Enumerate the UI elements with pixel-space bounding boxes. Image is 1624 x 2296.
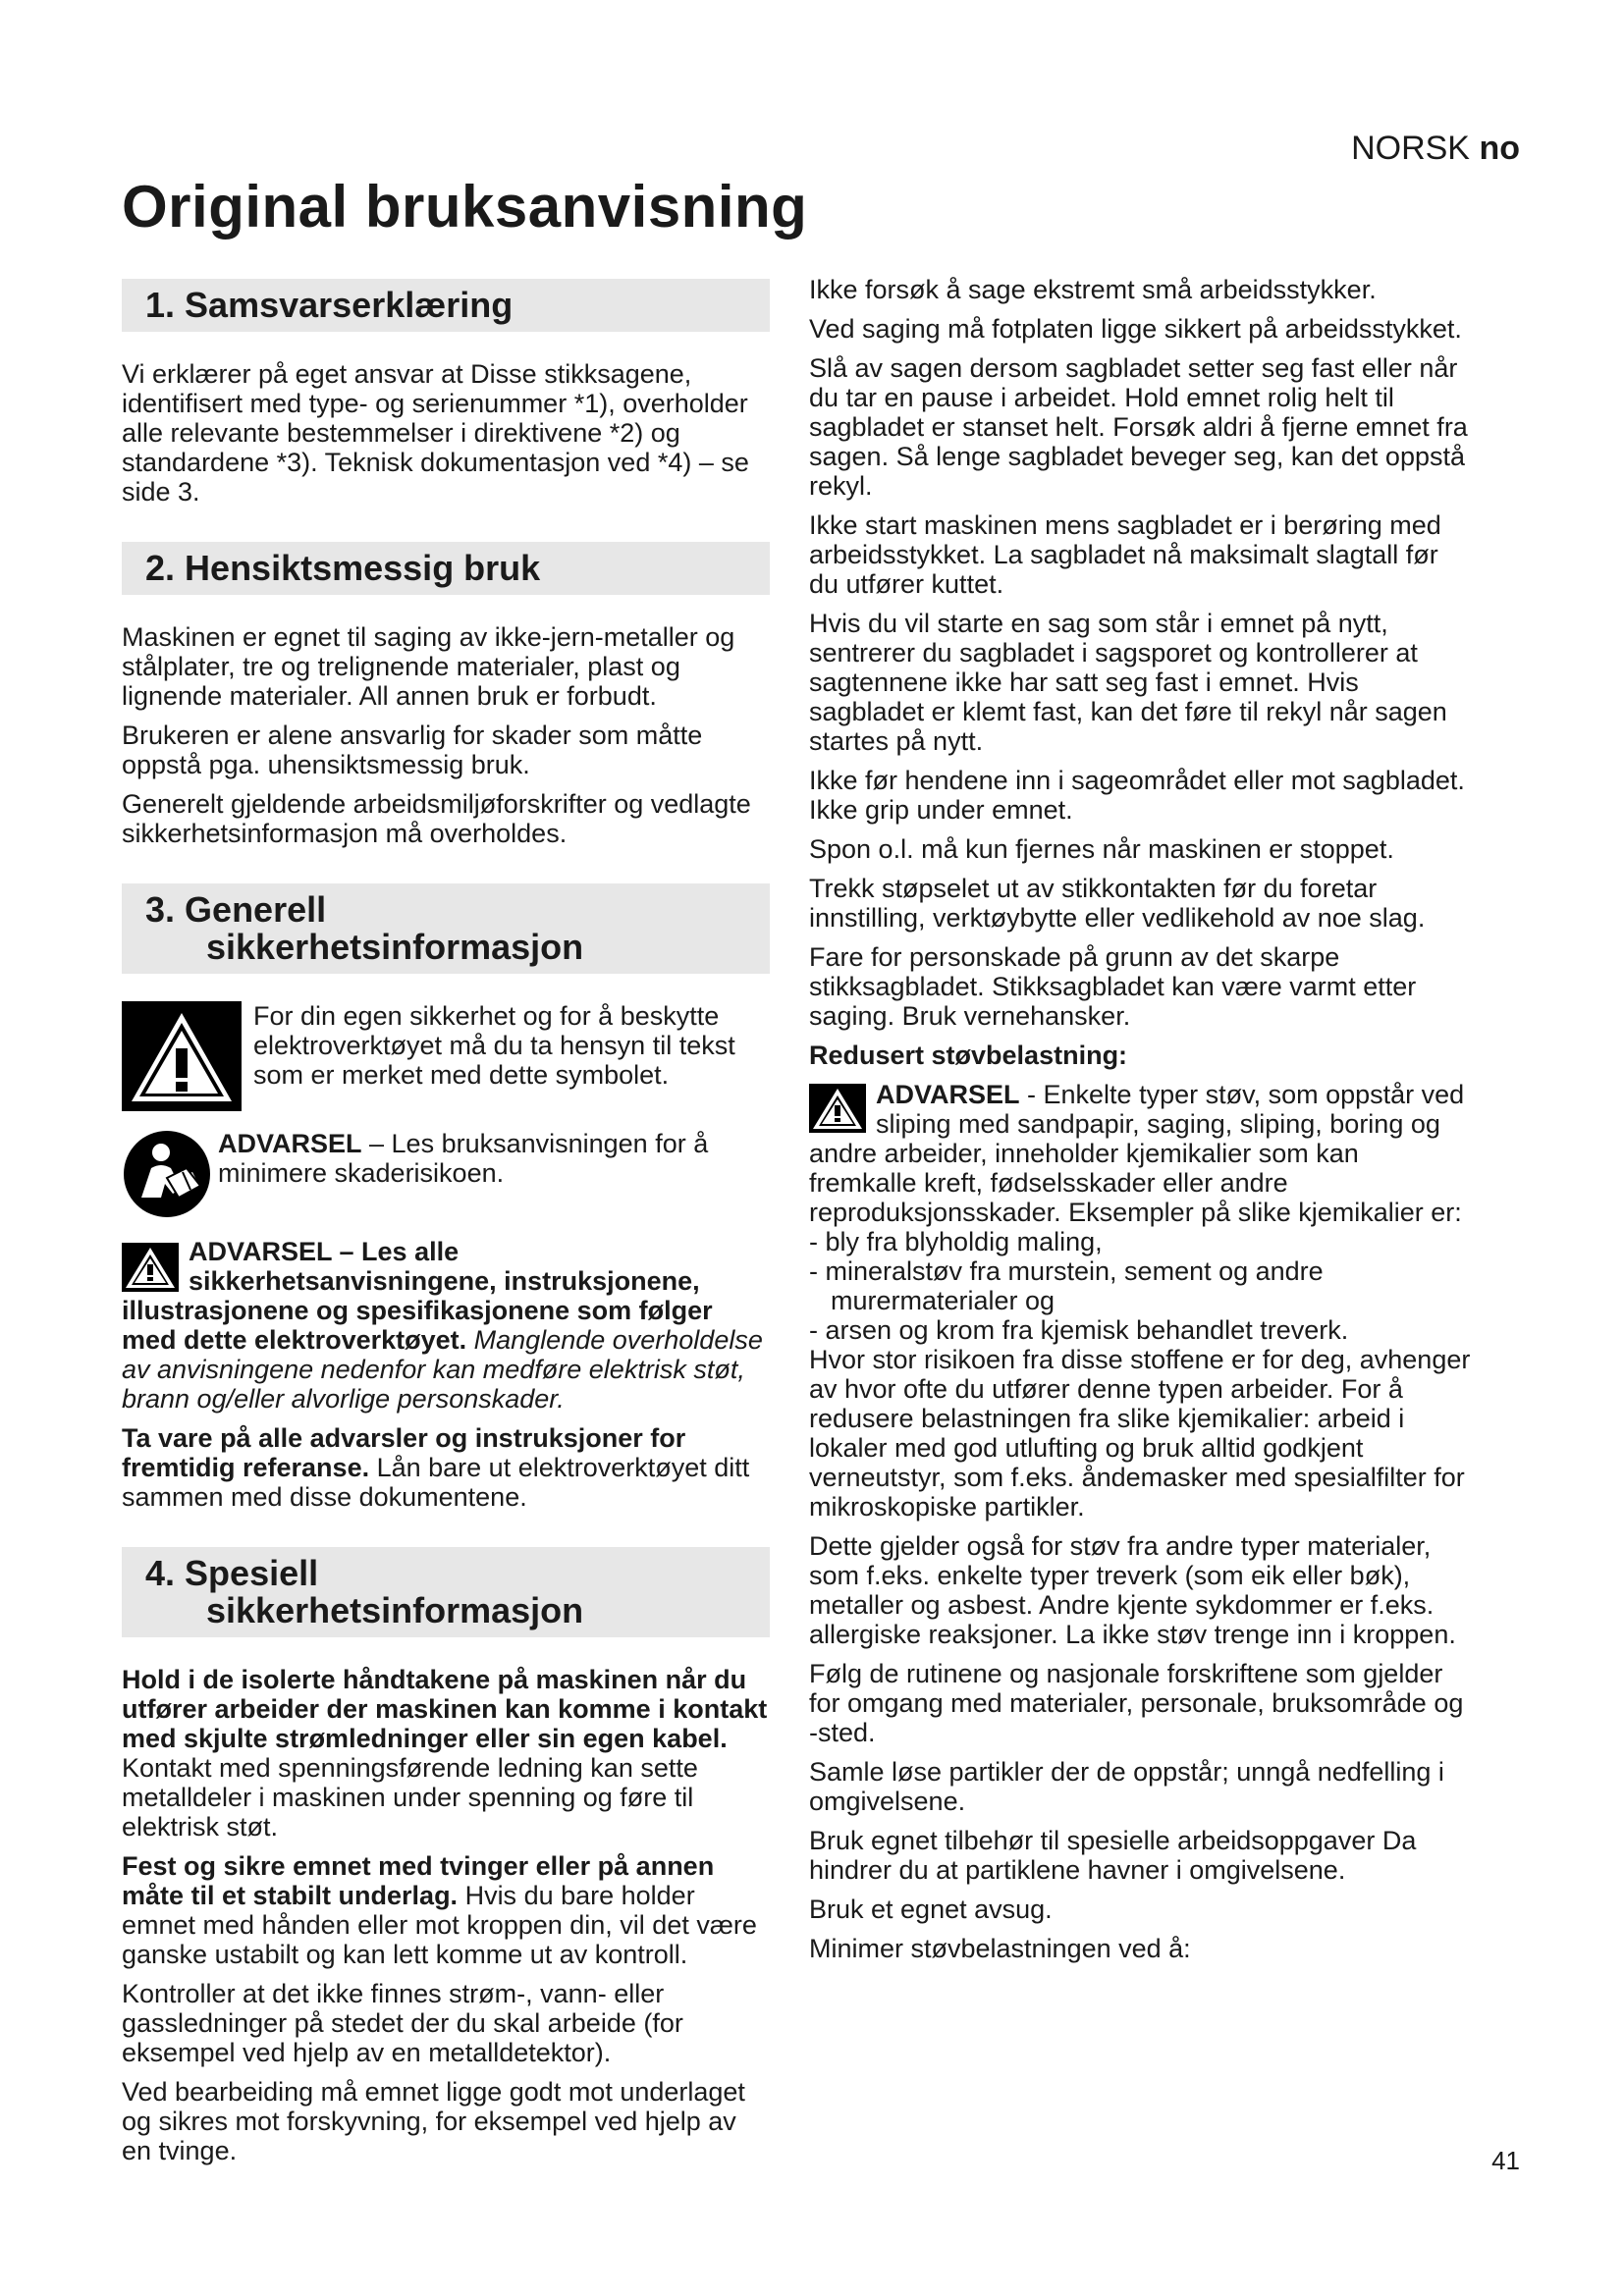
section-4-paragraph-3: Kontroller at det ikke finnes strøm-, vann- eller gassledninger på stedet der du skal arbeide (for eksempel ved hjelp av en metalldetektor).	[122, 1979, 683, 2067]
dust-heading: Redusert støvbelastning:	[809, 1041, 1128, 1070]
section-2-title: Hensiktsmessig bruk	[185, 548, 541, 588]
read-manual-icon	[122, 1129, 212, 1219]
keep-instructions-paragraph	[122, 1423, 770, 1512]
left-column	[122, 279, 770, 2175]
right-paragraph-3: Slå av sagen dersom sagbladet setter seg fast eller når du tar en pause i arbeidet. Hold emnet rolig helt til sagbladet er stanset helt. Forsøk aldri å fjerne emnet fra sagen. Så lenge sagbladet beveger seg, kan det oppstå rekyl.	[809, 353, 1468, 501]
section-4-paragraph-2-text: Hvis du bare holder emnet med hånden eller mot kroppen din, vil det være ganske ustabilt og kan lett komme ut av kontroll.	[122, 1881, 757, 1969]
section-4-paragraph-1	[122, 1665, 770, 1842]
right-paragraph-5: Hvis du vil starte en sag som står i emnet på nytt, sentrerer du sagbladet i sagsporet og kontrollerer at sagtennene ikke har satt seg fast i emnet. Hvis sagbladet er klemt fast, kan det føre til rekyl når sagen startes på nytt.	[809, 609, 1447, 756]
right-paragraph-11: Følg de rutinene og nasjonale forskriftene som gjelder for omgang med materialer, personale, bruksområde og -sted.	[809, 1659, 1464, 1747]
section-3-title-line-1: Generell	[185, 889, 327, 930]
read-manual-block	[122, 1129, 770, 1219]
section-4-paragraph-4: Ved bearbeiding må emnet ligge godt mot underlaget og sikres mot forskyvning, for eksempel ved hjelp av en tvinge.	[122, 2077, 745, 2165]
dust-warning-label: ADVARSEL	[876, 1080, 1020, 1109]
section-2-number: 2.	[145, 548, 176, 588]
right-paragraph-6: Ikke før hendene inn i sageområdet eller mot sagbladet. Ikke grip under emnet.	[809, 766, 1465, 825]
list-item: - mineralstøv fra murstein, sement og andre	[809, 1256, 1324, 1286]
section-2-paragraph-1: Maskinen er egnet til saging av ikke-jern-metaller og stålplater, tre og trelignende materialer, plast og lignende materialer. All annen bruk er forbudt.	[122, 622, 735, 711]
section-2-paragraph-3: Generelt gjeldende arbeidsmiljøforskrifter og vedlagte sikkerhetsinformasjon må overholdes.	[122, 789, 751, 848]
list-item: murermaterialer og	[831, 1286, 1056, 1315]
page-number: 41	[1491, 2146, 1520, 2175]
right-paragraph-12: Samle løse partikler der de oppstår; unngå nedfelling i omgivelsene.	[809, 1757, 1444, 1816]
read-manual-text	[218, 1129, 770, 1188]
general-warning-paragraph	[122, 1237, 770, 1414]
safety-symbol-text: For din egen sikkerhet og for å beskytte elektroverktøyet må du ta hensyn til tekst som er merket med dette symbolet.	[253, 1001, 735, 1090]
dust-warning-text: - Enkelte typer støv, som oppstår ved sliping med sandpapir, saging, sliping, boring og andre arbeider, inneholder kjemikalier som kan fremkalle kreft, fødselsskader eller andre reproduksjonsskader. Eksempler på slike kjemikalier er:	[809, 1080, 1465, 1227]
general-warning-bold: ADVARSEL – Les alle sikkerhetsanvisningene, instruksjonene, illustrasjonene og spesifikasjonene som følger med dette elektroverktøyet.	[122, 1237, 713, 1355]
section-1-text: Vi erklærer på eget ansvar at Disse stikksagene, identifisert med type- og serienummer *1), overholder alle relevante bestemmelser i direktivene *2) og standardene *3). Teknisk dokumentasjon ved *4) – se side 3.	[122, 359, 749, 507]
section-3-number: 3.	[145, 889, 176, 930]
section-4-heading	[122, 1547, 770, 1637]
right-paragraph-9: Fare for personskade på grunn av det skarpe stikksagbladet. Stikksagbladet kan være varmt etter saging. Bruk vernehansker.	[809, 942, 1417, 1031]
list-item: - bly fra blyholdig maling,	[809, 1227, 1103, 1256]
chemical-list	[809, 1227, 1473, 1345]
language-label	[1351, 130, 1520, 168]
list-item: - arsen og krom fra kjemisk behandlet treverk.	[809, 1315, 1349, 1345]
section-4-title-line-1: Spesiell	[185, 1553, 319, 1593]
section-1-title: Samsvarserklæring	[185, 285, 514, 325]
dust-warning-triangle-icon	[809, 1084, 866, 1133]
right-paragraph-13: Bruk egnet tilbehør til spesielle arbeidsoppgaver Da hindrer du at partiklene havner i omgivelsene.	[809, 1826, 1417, 1885]
section-2-paragraph-2: Brukeren er alene ansvarlig for skader som måtte oppstå pga. uhensiktsmessig bruk.	[122, 721, 703, 779]
page-title: Original bruksanvisning	[122, 174, 808, 240]
section-4-title-line-2: sikkerhetsinformasjon	[206, 1590, 584, 1630]
section-3-heading	[122, 883, 770, 974]
section-1-heading	[122, 279, 770, 332]
section-3-title-line-2: sikkerhetsinformasjon	[206, 927, 584, 967]
right-paragraph-15: Minimer støvbelastningen ved å:	[809, 1934, 1191, 1963]
right-paragraph-14: Bruk et egnet avsug.	[809, 1895, 1053, 1924]
dust-warning-block	[809, 1080, 1473, 1522]
right-paragraph-1: Ikke forsøk å sage ekstremt små arbeidsstykker.	[809, 275, 1377, 304]
dust-risk-paragraph: Hvor stor risikoen fra disse stoffene er for deg, avhenger av hvor ofte du utfører denne typen arbeider. For å redusere belastningen fra slike kjemikalier: arbeid i lokaler med god utlufting og bruk alltid godkjent verneutstyr, som f.eks. åndemasker med spesialfilter for mikroskopiske partikler.	[809, 1345, 1471, 1522]
section-4-paragraph-2	[122, 1851, 770, 1969]
section-4-paragraph-1-bold: Hold i de isolerte håndtakene på maskinen når du utfører arbeider der maskinen kan komme i kontakt med skjulte strømledninger eller sin egen kabel.	[122, 1665, 768, 1753]
safety-symbol-block	[122, 1001, 770, 1111]
small-warning-triangle-icon	[122, 1243, 179, 1292]
right-paragraph-7: Spon o.l. må kun fjernes når maskinen er stoppet.	[809, 834, 1394, 864]
general-warning-italic: Manglende overholdelse av anvisningene nedenfor kan medføre elektrisk støt, brann og/eller alvorlige personskader.	[122, 1325, 763, 1414]
right-column	[809, 275, 1473, 1973]
section-4-paragraph-2-bold: Fest og sikre emnet med tvinger eller på annen måte til et stabilt underlag.	[122, 1851, 715, 1910]
right-paragraph-8: Trekk støpselet ut av stikkontakten før du foretar innstilling, verktøybytte eller vedlikehold av noe slag.	[809, 874, 1426, 933]
keep-instructions-text: Lån bare ut elektroverktøyet ditt sammen med disse dokumentene.	[122, 1453, 750, 1512]
right-paragraph-2: Ved saging må fotplaten ligge sikkert på arbeidsstykket.	[809, 314, 1462, 344]
keep-instructions-bold: Ta vare på alle advarsler og instruksjoner for fremtidig referanse.	[122, 1423, 686, 1482]
section-4-paragraph-1-text: Kontakt med spenningsførende ledning kan sette metalldeler i maskinen under spenning og føre til elektrisk støt.	[122, 1753, 698, 1842]
language-code: no	[1479, 130, 1520, 167]
read-manual-warning-label: ADVARSEL	[218, 1129, 362, 1158]
warning-triangle-icon	[122, 1001, 242, 1111]
read-manual-warning-text: – Les bruksanvisningen for å minimere skaderisikoen.	[218, 1129, 709, 1188]
right-paragraph-10: Dette gjelder også for støv fra andre typer materialer, som f.eks. enkelte typer treverk (som eik eller bøk), metaller og asbest. Andre kjente sykdommer er f.eks. allergiske reaksjoner. La ikke støv trenge inn i kroppen.	[809, 1531, 1456, 1649]
section-2-heading	[122, 542, 770, 595]
right-paragraph-4: Ikke start maskinen mens sagbladet er i berøring med arbeidsstykket. La sagbladet nå maksimalt slagtall før du utfører kuttet.	[809, 510, 1441, 599]
section-1-number: 1.	[145, 285, 176, 325]
language-name: NORSK	[1351, 130, 1470, 167]
section-4-number: 4.	[145, 1553, 176, 1593]
